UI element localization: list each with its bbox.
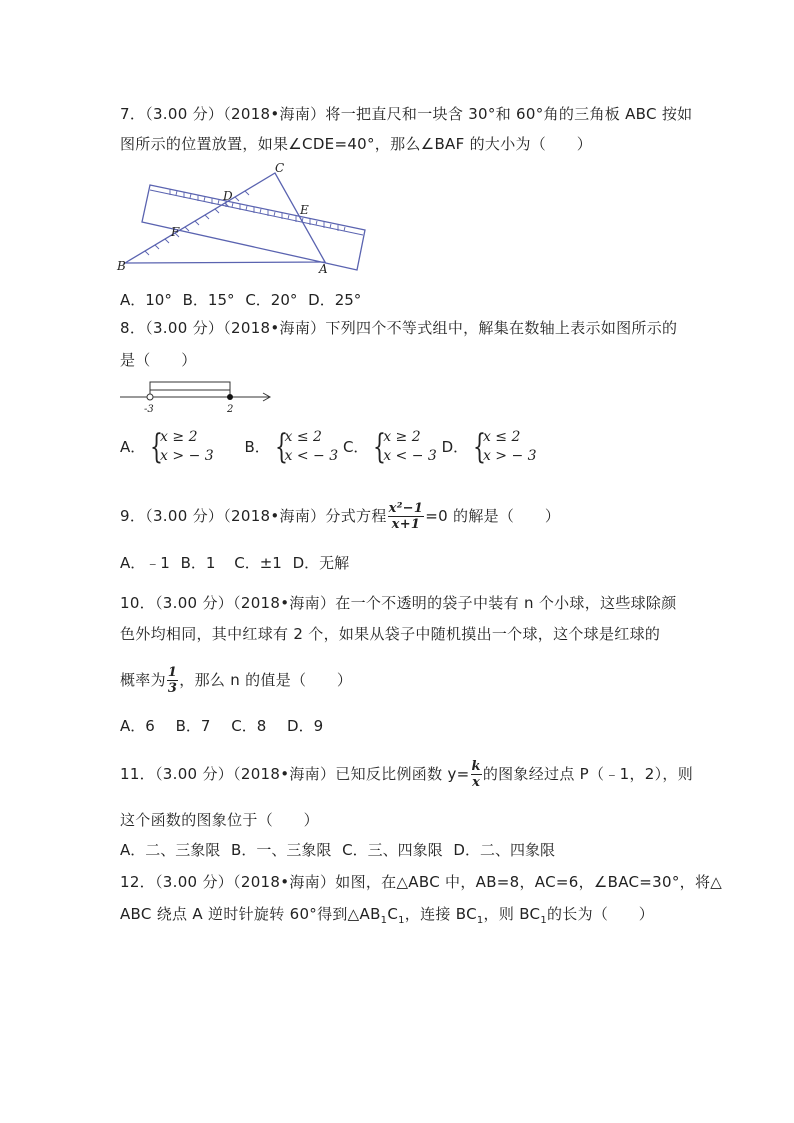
q10-option-b: B．7 [175,717,211,735]
triangle-ticks [145,191,249,255]
q7-options [120,290,361,310]
q11-line2: 这个函数的图象位于（ ） [120,811,319,829]
q7-option-b: B．15° [182,291,235,309]
q10-option-a: A．6 [120,717,155,735]
q7-option-d: D．25° [308,291,362,309]
q10-prefix: 概率为 [120,671,166,689]
label-d: D [223,189,233,203]
q9-fraction: $\frac{\text{x²−1}}{x+1}$ [388,501,424,532]
q9-option-a: A．﹣1 [120,554,170,572]
q11-option-d: D．二、四象限 [453,841,555,859]
q7-line1: 7．（3.00 分）（2018•海南）将一把直尺和一块含 30°和 60°角的三角板 ABC 按如 [120,105,693,123]
q8-option-a: A． [120,438,146,456]
number-line [115,378,275,414]
q8-system-b: { x ≤ 2 x < − 3 [274,427,339,467]
q7-option-a: A．10° [120,291,172,309]
q11-prefix: 11．（3.00 分）（2018•海南）已知反比例函数 y= [120,765,470,783]
q9-option-c: C．±1 [234,554,282,572]
q7-line2: 图所示的位置放置，如果∠CDE=40°，那么∠BAF 的大小为（ ） [120,135,593,153]
q8-option-c: C． [342,438,369,456]
q12-line1: 12．（3.00 分）（2018•海南）如图，在△ABC 中，AB=8，AC=6，∠BAC=30°，将△ [120,873,723,891]
q7-figure [115,160,380,280]
axis-label-2: 2 [227,404,234,414]
q8-system-a: { x ≥ 2 x > − 3 [150,427,214,467]
q8-option-d: D． [441,438,469,456]
label-a: A [319,262,328,276]
q9-line [120,498,560,534]
q12-line2: ABC 绕点 A 逆时针旋转 60°得到$\triangle AB_1C_1$，连接 $BC_1$，则 $BC_1$的长为（ ） [120,905,655,926]
q10-suffix: ，那么 n 的值是（ ） [179,671,353,689]
label-e: E [300,203,309,217]
q11-option-b: B．一、三象限 [231,841,332,859]
label-f: F [171,225,180,239]
q11-option-a: A．二、三象限 [120,841,221,859]
label-c: C [275,161,285,175]
q9-option-d: D．无解 [292,554,350,572]
q11-option-c: C．三、四象限 [342,841,443,859]
q10-line2: 色外均相同，其中红球有 2 个，如果从袋子中随机摸出一个球，这个球是红球的 [120,625,661,643]
q10-option-d: D．9 [287,717,324,735]
q9-options [120,553,349,573]
q11-options [120,840,555,860]
q7-option-c: C．20° [245,291,298,309]
q10-line3 [120,660,352,700]
q11-suffix: 的图象经过点 P（﹣1，2），则 [482,765,694,783]
q10-options [120,716,323,736]
q8-option-b: B． [244,438,270,456]
label-b: B [117,259,126,273]
q8-system-c: { x ≥ 2 x < − 3 [373,427,437,467]
q8-line2: 是（ ） [120,351,197,369]
q11-line1 [120,754,693,794]
q10-line1: 10．（3.00 分）（2018•海南）在一个不透明的袋子中装有 n 个小球，这些球除颜 [120,594,677,612]
q10-fraction: $\frac{1}{3}$ [167,665,178,696]
q9-prefix: 9．（3.00 分）（2018•海南）分式方程 [120,507,387,525]
q9-suffix: =0 的解是（ ） [425,507,561,525]
q10-option-c: C．8 [231,717,267,735]
q8-system-d: { x ≤ 2 x > − 3 [472,427,537,467]
axis-label-neg3: -3 [144,404,154,414]
q8-options [120,428,537,468]
q11-fraction: $\frac{k}{x}$ [471,759,481,790]
q9-option-b: B．1 [180,554,216,572]
q8-line1: 8．（3.00 分）（2018•海南）下列四个不等式组中，解集在数轴上表示如图所示的 [120,319,678,337]
